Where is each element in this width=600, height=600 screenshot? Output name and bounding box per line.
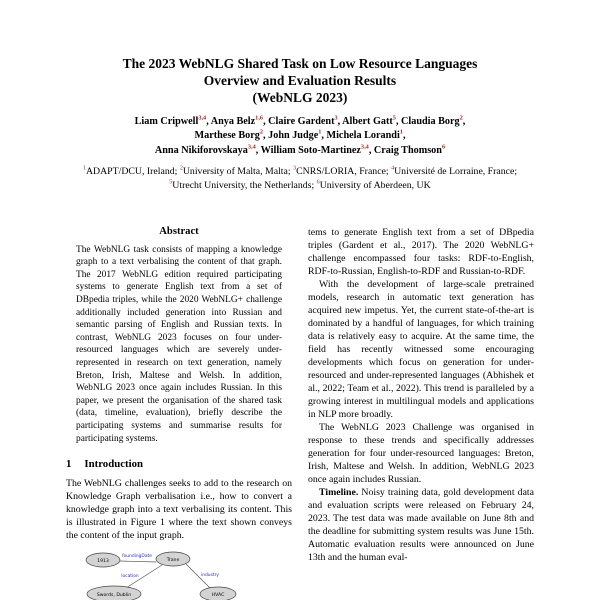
author-sep: , <box>263 130 266 142</box>
paragraph: tems to generate English text from a set of DBpedia triples (Gardent et al., 2017). The 2020 WebNLG+ challenge encompassed four tasks: RDF-to-English, RDF-to-Russian, English-to-RDF and Russian-to-RDF. <box>308 226 534 277</box>
author-name: Claudia Borg <box>401 116 460 127</box>
title-line1: The 2023 WebNLG Shared Task on Low Resource Languages <box>122 56 478 71</box>
author-affil-sup: 3,4 <box>360 143 369 151</box>
author <box>261 145 372 156</box>
author-name: Craig Thomson <box>373 144 442 156</box>
graph-node-label: Swords, Dublin <box>96 593 132 599</box>
author-line-1 <box>66 115 534 129</box>
affiliation-text: Université de Lorraine, France; <box>394 166 518 178</box>
author-sep: , <box>462 116 466 127</box>
author-affil-sup: 1 <box>399 129 403 137</box>
author-affil-sup: 3,4 <box>247 143 256 151</box>
author-line-2 <box>66 129 534 143</box>
affiliation <box>391 166 517 177</box>
author-sep: , <box>402 130 406 142</box>
affiliation-list <box>66 165 534 191</box>
paragraph: The WebNLG 2023 Challenge was organised in response to these trends and specifically addresses generation for four under-resourced languages: Breton, Irish, Maltese and Welsh. In addition, WebNLG 2023 once again includes Russian. <box>308 421 534 485</box>
right-column <box>308 226 534 600</box>
timeline-text: Noisy training data, gold development data and evaluation scripts were released on February 24, 2023. The test data was made available on June 8th and the deadline for submitting system results was June 15th. Automatic evaluation results were announced on June 13th and the human eval- <box>308 487 534 564</box>
author-name: Liam Cripwell <box>134 116 199 127</box>
author-name: Anya Belz <box>210 116 256 127</box>
author-list <box>66 115 534 158</box>
timeline-run-in-heading: Timeline. <box>319 487 359 499</box>
author-sep: , <box>255 144 259 156</box>
author-name: Anna Nikiforovskaya <box>154 144 248 156</box>
author-sep: , <box>321 130 324 142</box>
section-heading-introduction <box>66 458 292 470</box>
graph-edge-label: foundingDate <box>122 554 152 560</box>
author-affil-sup: 5 <box>392 114 396 122</box>
author-name: Michela Lorandi <box>326 130 400 142</box>
affiliation <box>180 166 291 177</box>
author-sep: , <box>395 116 399 127</box>
author-affil-sup: 6 <box>441 143 446 151</box>
affiliation-sup: 1 <box>82 166 86 173</box>
graph-node-label: HVAC <box>211 593 225 599</box>
author-sep: , <box>368 144 372 156</box>
author-affil-sup: 2 <box>459 114 463 122</box>
graph-node-label: 1913 <box>97 559 109 565</box>
affiliation-sup: 6 <box>316 179 320 186</box>
abstract-block <box>66 226 292 446</box>
abstract-text: The WebNLG task consists of mapping a knowledge graph to a text verbalising the content of that graph. The 2017 WebNLG edition required participating systems to generate English text from a set of DBpedia triples, while the 2020 WebNLG+ challenge additionally included generation into Russian and semantic parsing of English and Russian texts. In contrast, WebNLG 2023 focuses on four under-resourced languages which are severely under-represented in research on text generation, namely Breton, Irish, Maltese and Welsh. In addition, WebNLG 2023 once again includes Russian. In this paper, we present the organisation of the shared task (data, timeline, evaluation), briefly describe the participating systems and summarise results for participating systems. <box>76 244 282 444</box>
paper-title <box>66 55 534 106</box>
affiliation-text: Utrecht University, the Netherlands; <box>172 179 315 191</box>
title-line3: (WebNLG 2023) <box>252 90 348 105</box>
author <box>155 145 258 156</box>
author <box>195 130 266 141</box>
affiliation <box>293 166 389 177</box>
section-title: Introduction <box>84 458 144 471</box>
knowledge-graph-figure <box>68 548 280 600</box>
author <box>268 130 324 141</box>
author <box>401 116 465 127</box>
author-sep: , <box>263 116 266 127</box>
graph-edge-label: location <box>121 574 139 580</box>
author <box>374 145 445 156</box>
affiliation <box>169 180 314 191</box>
section-number: 1 <box>66 458 72 471</box>
affiliation-sup: 5 <box>169 179 173 186</box>
abstract-heading: Abstract <box>159 225 199 237</box>
affiliation-text: CNRS/LORIA, France; <box>296 166 389 178</box>
author-affil-sup: 1,6 <box>255 114 264 122</box>
author-name: Claire Gardent <box>268 116 335 127</box>
author-name: John Judge <box>268 130 319 142</box>
paragraph: The WebNLG challenges seeks to add to the research on Knowledge Graph verbalisation i.e., how to convert a knowledge graph into a text verbalising its content. This is illustrated in Figure 1 where the text shown conveys the content of the input graph. <box>66 478 292 542</box>
author-name: Marthese Borg <box>194 130 260 142</box>
author-sep: , <box>337 116 341 127</box>
graph-node-label: Trane <box>166 558 180 564</box>
affiliation-sup: 2 <box>179 166 183 173</box>
affiliation-text: University of Aberdeen, UK <box>319 179 431 191</box>
author-line-3 <box>66 144 534 158</box>
affiliation-text: ADAPT/DCU, Ireland; <box>85 166 178 178</box>
affiliation <box>83 166 177 177</box>
affiliation-sup: 4 <box>391 166 395 173</box>
author-affil-sup: 1 <box>318 129 322 137</box>
affiliation <box>317 180 431 191</box>
title-line2: Overview and Evaluation Results <box>203 73 397 88</box>
figure-1-knowledge-graph <box>66 548 292 600</box>
author-affil-sup: 3,4 <box>198 114 207 122</box>
affiliation-text: University of Malta, Malta; <box>182 166 291 178</box>
affiliation-sup: 3 <box>293 166 297 173</box>
author <box>135 116 209 127</box>
left-column <box>66 226 292 600</box>
author <box>342 116 398 127</box>
author <box>326 130 405 141</box>
introduction-text <box>66 477 292 542</box>
author-name: Albert Gatt <box>342 116 393 127</box>
author <box>211 116 266 127</box>
paragraph: With the development of large-scale pretrained models, research in automatic text generation has acquired new impetus. Yet, the current state-of-the-art is dominated by a handful of languages, for which training data is relatively easy to acquire. At the same time, the field has recently witnessed some encouraging developments which focus on generation for under-resourced and under-represented languages (Abhishek et al., 2022; Team et al., 2022). This trend is paralleled by a growing interest in multilingual models and applications in NLP more broadly. <box>308 278 534 420</box>
author-sep: , <box>206 116 209 127</box>
paragraph-timeline <box>308 486 534 564</box>
two-column-body <box>66 226 534 600</box>
graph-edge-label: industry <box>201 573 219 579</box>
author-affil-sup: 2 <box>259 129 264 137</box>
author-name: William Soto-Martinez <box>260 144 361 156</box>
author-affil-sup: 3 <box>334 114 338 122</box>
author <box>268 116 340 127</box>
